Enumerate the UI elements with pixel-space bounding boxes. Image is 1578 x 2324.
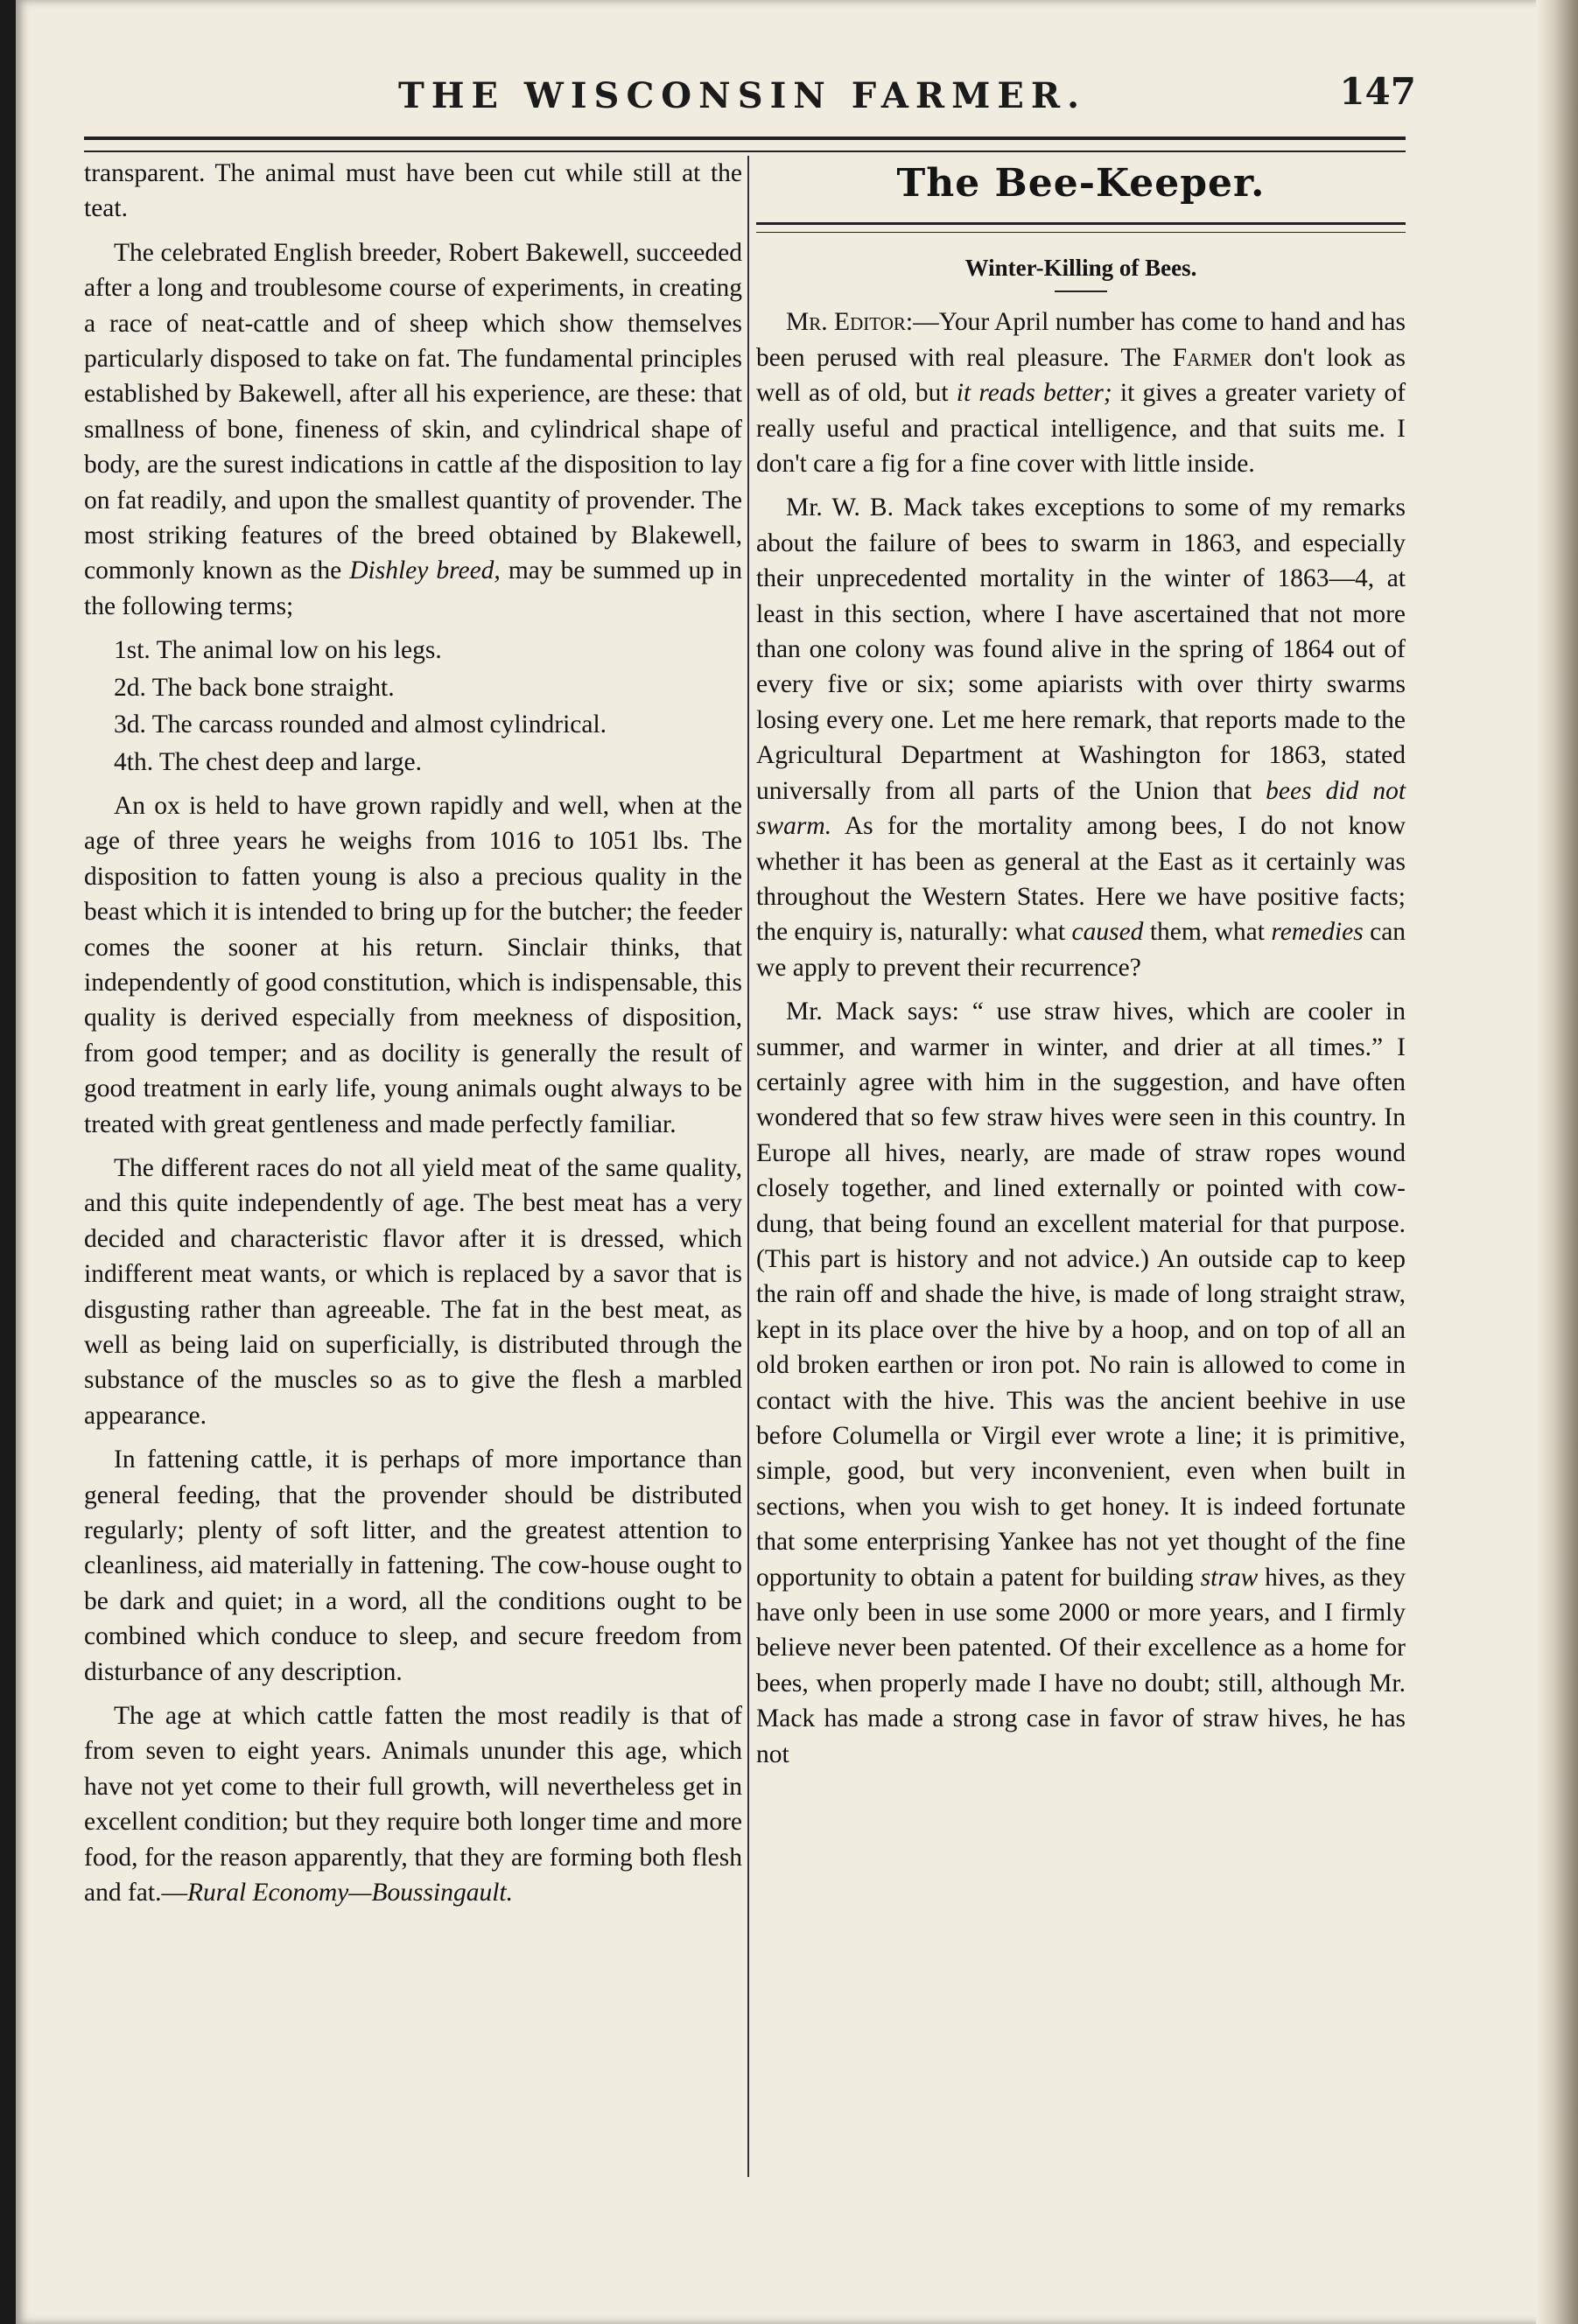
italic-phrase: straw: [1200, 1563, 1259, 1592]
binding-shadow: [1536, 0, 1578, 2324]
paragraph: The different races do not all yield meat of the same quality, and this quite independently of age. The best meat has a very decided and characteristic flavor after it is dressed, which indifferent meat wants, or which is replaced by a savor that is disgusting rather than agreeable. The fat in the best meat, as well as being laid on superficially, is distributed through the substance of the muscles so as to give the flesh a marbled appearance.: [84, 1153, 742, 1430]
paragraph: Mr. W. B. Mack takes exceptions to some of my remarks about the failure of bees to swarm in 1863, and especially their unprecedented mortality in the winter of 1863—4, at least in this section, where I have ascertained that not more than one colony was found alive in the spring of 1864 out of every five or six; some apiarists with over thirty swarms losing every one. Let me here remark, that reports made to the Agricultural Department at Washington for 1863, stated universally from all parts of the Union that bees did not swarm. As for the mortality among bees, I do not know whether it has been as general at the East as it certainly was throughout the Western States. Here we have positive facts; the enquiry is, naturally: what caused them, what remedies can we apply to prevent their recurrence?: [756, 494, 1406, 982]
italic-phrase: it reads better;: [956, 379, 1112, 408]
list-item: 3d. The carcass rounded and almost cylindrical.: [114, 710, 607, 739]
paragraph: transparent. The animal must have been cut while still at the teat.: [84, 159, 742, 223]
paragraph: An ox is held to have grown rapidly and well, when at the age of three years he weighs from 1016 to 1051 lbs. The disposition to fatten young is also a precious quality in the beast which it is intended to bring up for the butcher; the feeder comes the sooner at his return. Sinclair thinks, that independently of good constitution, which is indispensable, this quality is derived especially from meekness of disposition, from good temper; and as docility is generally the result of good treatment in early life, young animals ought always to be treated with great gentleness and made perfectly familiar.: [84, 791, 742, 1138]
publication-title: THE WISCONSIN FARMER.: [397, 75, 1087, 116]
section-heading: The Bee-Keeper.: [896, 161, 1266, 206]
article-title: Winter-Killing of Bees.: [964, 255, 1197, 281]
left-column: [84, 156, 742, 1920]
right-column: [756, 156, 1406, 1781]
list-item: 1st. The animal low on his legs.: [114, 636, 442, 665]
title-rule: [1055, 290, 1107, 292]
column-divider: [747, 156, 749, 2177]
italic-phrase: Dishley breed,: [349, 556, 501, 585]
list-item: 2d. The back bone straight.: [114, 673, 395, 702]
paragraph: In fattening cattle, it is perhaps of more importance than general feeding, that the provender should be distributed regularly; plenty of soft litter, and the greatest attention to cleanliness, aid materially in fattening. The cow-house ought to be dark and quiet; in a word, all the conditions ought to be combined which conduce to sleep, and secure freedom from disturbance of any description.: [84, 1446, 742, 1686]
farmer-name: Farmer: [1172, 343, 1252, 372]
header-rule: [84, 136, 1406, 152]
section-rule: [756, 222, 1406, 233]
paragraph: The celebrated English breeder, Robert Bakewell, succeeded after a long and troublesome course of experiments, in creating a race of neat-cattle and of sheep which show themselves particularly disposed to take on fat. The fundamental principles established by Bakewell, after all his experience, are these: that smallness of bone, fineness of skin, and cylindrical shape of body, are the surest indications in cattle af the disposition to lay on fat readily, and upon the smallest quantity of provender. The most striking features of the breed obtained by Blakewell, commonly known as the Dishley breed, may be summed up in the following terms;: [84, 238, 743, 620]
paragraph: Mr. Mack says: “ use straw hives, which are cooler in summer, and warmer in winter, and drier at all times.” I certainly agree with him in the suggestion, and have often wondered that so few straw hives were seen in this country. In Europe all hives, nearly, are made of straw ropes wound closely together, and lined externally or pointed with cow-dung, that being found an excellent material for that purpose. (This part is history and not advice.) An outside cap to keep the rain off and shade the hive, is made of long straight straw, kept in its place over the hive by a hoop, and on top of all an old broken earthen or iron pot. No rain is allowed to come in contact with the hive. This was the ancient beehive in use before Columella or Virgil ever wrote a line; it is primitive, simple, good, but very inconvenient, even when built in sections, when you wish to get honey. It is indeed fortunate that some enterprising Yankee has not yet thought of the fine opportunity to obtain a patent for building straw hives, as they have only been in use some 2000 or more years, and I firmly believe never been patented. Of their excellence as a home for bees, when properly made I have no doubt; still, although Mr. Mack has made a strong case in favor of straw hives, he has not: [756, 998, 1406, 1768]
italic-phrase: remedies: [1271, 918, 1364, 947]
source-signature: Rural Economy—Boussingault.: [186, 1879, 513, 1908]
running-head: [86, 70, 1416, 128]
italic-phrase: caused: [1071, 918, 1144, 947]
page-number: 147: [1339, 70, 1416, 113]
list-item: 4th. The chest deep and large.: [114, 747, 422, 776]
italic-phrase: bees did not swarm.: [756, 776, 1406, 841]
paragraph: Mr. Editor:—Your April number has come to hand and has been perused with real pleasure. The Farmer don't look as well as of old, but it reads better; it gives a greater variety of really useful and practical intelligence, and that suits me. I don't care a fig for a fine cover with little inside.: [756, 308, 1406, 479]
newspaper-page: [16, 0, 1578, 2324]
paragraph: The age at which cattle fatten the most readily is that of from seven to eight years. Animals ununder this age, which have not yet come to their full growth, will nevertheless get in excellent condition; but they require both longer time and more food, for the reason apparently, that they are forming both flesh and fat.—Rural Economy—Boussingault.: [84, 1702, 742, 1908]
salutation: Mr. Editor:: [786, 308, 914, 337]
